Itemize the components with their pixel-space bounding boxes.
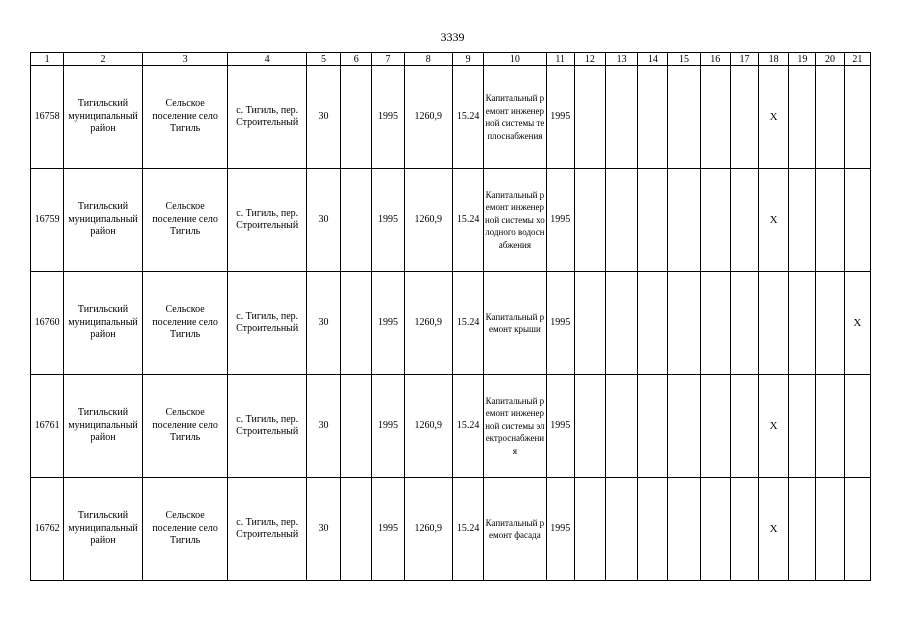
column-header: 8 [404,53,452,66]
mark-cell-col21 [844,478,870,581]
area-cell: 1260,9 [404,272,452,375]
cell-col15 [668,272,700,375]
cell-col9: 15.24 [452,375,483,478]
column-header: 21 [844,53,870,66]
cell-col6 [341,66,372,169]
address-cell: с. Тигиль, пер. Строительный [228,169,307,272]
column-header: 7 [372,53,404,66]
column-header: 10 [484,53,546,66]
cell-col9: 15.24 [452,66,483,169]
column-number-row [31,53,871,66]
column-header: 3 [142,53,228,66]
district-cell: Тигильский муниципальный район [64,66,143,169]
cell-col16 [700,375,730,478]
year-built-cell: 1995 [372,169,404,272]
column-header: 13 [606,53,638,66]
house-number-cell: 30 [306,66,340,169]
year-built-cell: 1995 [372,272,404,375]
record-id-cell: 16758 [31,66,64,169]
mark-cell-col21: X [844,272,870,375]
year-built-cell: 1995 [372,478,404,581]
record-id-cell: 16760 [31,272,64,375]
cell-col19 [789,375,816,478]
cell-col19 [789,169,816,272]
mark-cell-col21 [844,375,870,478]
cell-col20 [816,375,844,478]
table-row [31,169,871,272]
column-header: 12 [574,53,605,66]
cell-col19 [789,478,816,581]
cell-col16 [700,66,730,169]
cell-col6 [341,169,372,272]
year-built-cell: 1995 [372,66,404,169]
column-header: 5 [306,53,340,66]
column-header: 14 [638,53,668,66]
column-header: 11 [546,53,574,66]
cell-col17 [730,169,758,272]
mark-cell-col18: X [759,169,789,272]
column-header: 6 [341,53,372,66]
page-number: 3339 [440,30,465,44]
work-type-cell: Капитальный ремонт инженерной системы холодного водоснабжения [484,169,546,272]
settlement-cell: Сельское поселение село Тигиль [142,375,228,478]
area-cell: 1260,9 [404,66,452,169]
column-header: 16 [700,53,730,66]
address-cell: с. Тигиль, пер. Строительный [228,478,307,581]
cell-col17 [730,478,758,581]
settlement-cell: Сельское поселение село Тигиль [142,66,228,169]
district-cell: Тигильский муниципальный район [64,478,143,581]
cell-col6 [341,478,372,581]
mark-cell-col18: X [759,478,789,581]
work-type-cell: Капитальный ремонт инженерной системы теплоснабжения [484,66,546,169]
cell-col6 [341,272,372,375]
cell-col13 [606,66,638,169]
table-row [31,375,871,478]
column-header: 4 [228,53,307,66]
column-header: 17 [730,53,758,66]
cell-col15 [668,169,700,272]
cell-col19 [789,272,816,375]
column-header: 2 [64,53,143,66]
cell-col13 [606,272,638,375]
district-cell: Тигильский муниципальный район [64,169,143,272]
cell-col15 [668,375,700,478]
cell-col16 [700,169,730,272]
cell-col15 [668,66,700,169]
year-cell: 1995 [546,272,574,375]
cell-col17 [730,66,758,169]
district-cell: Тигильский муниципальный район [64,375,143,478]
table-row [31,272,871,375]
work-type-cell: Капитальный ремонт крыши [484,272,546,375]
cell-col15 [668,478,700,581]
register-table [30,52,871,581]
mark-cell-col18: X [759,66,789,169]
address-cell: с. Тигиль, пер. Строительный [228,66,307,169]
table-row [31,478,871,581]
record-id-cell: 16761 [31,375,64,478]
cell-col20 [816,66,844,169]
cell-col9: 15.24 [452,169,483,272]
cell-col6 [341,375,372,478]
mark-cell-col18 [759,272,789,375]
year-cell: 1995 [546,375,574,478]
cell-col20 [816,169,844,272]
record-id-cell: 16759 [31,169,64,272]
cell-col14 [638,66,668,169]
column-header: 1 [31,53,64,66]
settlement-cell: Сельское поселение село Тигиль [142,272,228,375]
cell-col16 [700,478,730,581]
column-header: 18 [759,53,789,66]
column-header: 19 [789,53,816,66]
cell-col17 [730,272,758,375]
cell-col14 [638,375,668,478]
mark-cell-col21 [844,169,870,272]
column-header: 20 [816,53,844,66]
area-cell: 1260,9 [404,478,452,581]
record-id-cell: 16762 [31,478,64,581]
work-type-cell: Капитальный ремонт фасада [484,478,546,581]
cell-col19 [789,66,816,169]
address-cell: с. Тигиль, пер. Строительный [228,272,307,375]
settlement-cell: Сельское поселение село Тигиль [142,478,228,581]
address-cell: с. Тигиль, пер. Строительный [228,375,307,478]
cell-col20 [816,478,844,581]
cell-col14 [638,169,668,272]
year-cell: 1995 [546,66,574,169]
area-cell: 1260,9 [404,169,452,272]
table-row [31,66,871,169]
year-built-cell: 1995 [372,375,404,478]
house-number-cell: 30 [306,375,340,478]
house-number-cell: 30 [306,169,340,272]
work-type-cell: Капитальный ремонт инженерной системы электроснабжения [484,375,546,478]
cell-col13 [606,169,638,272]
year-cell: 1995 [546,169,574,272]
area-cell: 1260,9 [404,375,452,478]
house-number-cell: 30 [306,478,340,581]
cell-col13 [606,375,638,478]
district-cell: Тигильский муниципальный район [64,272,143,375]
cell-col12 [574,272,605,375]
settlement-cell: Сельское поселение село Тигиль [142,169,228,272]
column-header: 15 [668,53,700,66]
cell-col14 [638,478,668,581]
cell-col9: 15.24 [452,272,483,375]
cell-col20 [816,272,844,375]
column-header: 9 [452,53,483,66]
cell-col14 [638,272,668,375]
cell-col12 [574,66,605,169]
cell-col12 [574,375,605,478]
mark-cell-col21 [844,66,870,169]
cell-col12 [574,169,605,272]
cell-col13 [606,478,638,581]
year-cell: 1995 [546,478,574,581]
cell-col12 [574,478,605,581]
cell-col17 [730,375,758,478]
house-number-cell: 30 [306,272,340,375]
cell-col16 [700,272,730,375]
cell-col9: 15.24 [452,478,483,581]
mark-cell-col18: X [759,375,789,478]
